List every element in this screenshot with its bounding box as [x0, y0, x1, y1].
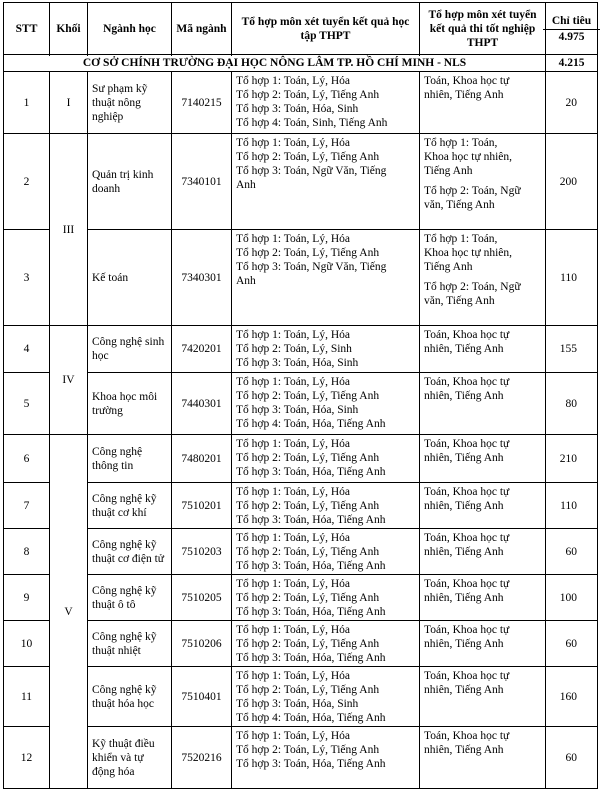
row-combos: [232, 483, 420, 529]
row-nganh: Công nghệ kỹ thuật nhiệt: [88, 621, 172, 667]
thpt-line: Khoa học tự nhiên,: [424, 247, 512, 259]
row-thpt: [420, 326, 546, 373]
row-nganh: Kế toán: [88, 230, 172, 326]
row-combos: [232, 621, 420, 667]
thpt-line: nhiên, Tiếng Anh: [424, 684, 504, 696]
combo-line: Tổ hợp 1: Toán, Lý, Hóa: [236, 670, 350, 682]
row-ma: 7480201: [172, 435, 232, 483]
thpt-line: văn, Tiếng Anh: [424, 295, 495, 307]
row-combos: [232, 575, 420, 621]
row-chitieu: 110: [546, 483, 598, 529]
row-thpt: [420, 72, 546, 134]
combo-line: Tổ hợp 3: Toán, Hóa, Tiếng Anh: [236, 606, 386, 618]
combo-line: Tổ hợp 2: Toán, Lý, Tiếng Anh: [236, 390, 380, 402]
combo-line: Tổ hợp 1: Toán, Lý, Hóa: [236, 233, 350, 245]
block-cell: V: [50, 435, 88, 789]
header-chitieu-total: 4.975: [558, 30, 585, 43]
combo-line: Tổ hợp 1: Toán, Lý, Hóa: [236, 376, 350, 388]
row-stt: 1: [4, 72, 50, 134]
thpt-line: Toán, Khoa học tự: [424, 670, 510, 682]
thpt-line: Toán, Khoa học tự: [424, 376, 510, 388]
table-row: [4, 621, 598, 667]
thpt-line: Toán, Khoa học tự: [424, 578, 510, 590]
row-thpt: [420, 667, 546, 727]
combo-line: Tổ hợp 1: Toán, Lý, Hóa: [236, 438, 350, 450]
combo-line: Tổ hợp 2: Toán, Lý, Tiếng Anh: [236, 744, 380, 756]
row-stt: 12: [4, 727, 50, 789]
combo-line: Tổ hợp 2: Toán, Lý, Tiếng Anh: [236, 638, 380, 650]
row-thpt: [420, 435, 546, 483]
row-chitieu: 60: [546, 621, 598, 667]
thpt-line: Toán, Khoa học tự: [424, 624, 510, 636]
row-combos: [232, 435, 420, 483]
row-ma: 7340101: [172, 134, 232, 230]
row-combos: [232, 326, 420, 373]
header-khoi: Khối: [50, 3, 88, 55]
row-thpt: [420, 230, 546, 326]
row-ma: 7140215: [172, 72, 232, 134]
thpt-line: Tổ hợp 2: Toán, Ngữ: [424, 281, 521, 293]
thpt-line: Toán, Khoa học tự: [424, 75, 510, 87]
row-stt: 11: [4, 667, 50, 727]
thpt-line: Tổ hợp 1: Toán,: [424, 233, 498, 245]
thpt-line: Toán, Khoa học tự: [424, 329, 510, 341]
table-row: [4, 230, 598, 326]
row-stt: 5: [4, 373, 50, 435]
table-row: [4, 667, 598, 727]
row-ma: 7510401: [172, 667, 232, 727]
thpt-line: nhiên, Tiếng Anh: [424, 592, 504, 604]
thpt-line: nhiên, Tiếng Anh: [424, 500, 504, 512]
row-thpt: [420, 621, 546, 667]
row-combos: [232, 134, 420, 230]
row-ma: 7510206: [172, 621, 232, 667]
combo-line: Tổ hợp 1: Toán, Lý, Hóa: [236, 486, 350, 498]
thpt-line: nhiên, Tiếng Anh: [424, 452, 504, 464]
section-title: CƠ SỞ CHÍNH TRƯỜNG ĐẠI HỌC NÔNG LÂM TP. HỒ CHÍ MINH - NLS: [4, 55, 546, 72]
thpt-line: nhiên, Tiếng Anh: [424, 89, 504, 101]
combo-line: Tổ hợp 3: Toán, Hóa, Tiếng Anh: [236, 560, 386, 572]
combo-line: Tổ hợp 2: Toán, Lý, Tiếng Anh: [236, 592, 380, 604]
row-nganh: Kỹ thuật điều khiển và tự động hóa: [88, 727, 172, 789]
block-cell: III: [50, 134, 88, 326]
header-tohop-thpt: Tổ hợp môn xét tuyển kết quả thi tốt nghiệp THPT: [420, 3, 546, 55]
row-ma: 7510205: [172, 575, 232, 621]
thpt-line: Toán, Khoa học tự: [424, 532, 510, 544]
row-ma: 7340301: [172, 230, 232, 326]
combo-line: Tổ hợp 2: Toán, Lý, Tiếng Anh: [236, 247, 380, 259]
combo-line: Tổ hợp 2: Toán, Lý, Tiếng Anh: [236, 452, 380, 464]
combo-line: Tổ hợp 3: Toán, Hóa, Tiếng Anh: [236, 758, 386, 770]
row-thpt: [420, 134, 546, 230]
block-cell: IV: [50, 326, 88, 435]
table-row: [4, 727, 598, 789]
row-nganh: Công nghệ kỹ thuật cơ điện tử: [88, 529, 172, 575]
combo-line: Tổ hợp 2: Toán, Lý, Tiếng Anh: [236, 151, 380, 163]
combo-line: Tổ hợp 4: Toán, Hóa, Tiếng Anh: [236, 712, 386, 724]
combo-line: Tổ hợp 3: Toán, Hóa, Tiếng Anh: [236, 466, 386, 478]
row-stt: 3: [4, 230, 50, 326]
row-nganh: Sư phạm kỹ thuật nông nghiệp: [88, 72, 172, 134]
row-stt: 7: [4, 483, 50, 529]
section-row: [4, 55, 598, 72]
table-row: [4, 134, 598, 230]
combo-line: Tổ hợp 3: Toán, Hóa, Tiếng Anh: [236, 514, 386, 526]
combo-line: Tổ hợp 3: Toán, Hóa, Sinh: [236, 357, 359, 369]
combo-line: Tổ hợp 2: Toán, Lý, Tiếng Anh: [236, 500, 380, 512]
header-stt: STT: [4, 3, 50, 55]
thpt-line: nhiên, Tiếng Anh: [424, 638, 504, 650]
combo-line: Tổ hợp 3: Toán, Hóa, Sinh: [236, 103, 359, 115]
row-thpt: [420, 373, 546, 435]
thpt-line: Tổ hợp 2: Toán, Ngữ: [424, 185, 521, 197]
combo-line: Tổ hợp 4: Toán, Hóa, Tiếng Anh: [236, 418, 386, 430]
row-stt: 2: [4, 134, 50, 230]
combo-line: Tổ hợp 2: Toán, Lý, Tiếng Anh: [236, 546, 380, 558]
thpt-line: Toán, Khoa học tự: [424, 730, 510, 742]
row-stt: 10: [4, 621, 50, 667]
thpt-line: nhiên, Tiếng Anh: [424, 343, 504, 355]
row-nganh: Công nghệ kỹ thuật cơ khí: [88, 483, 172, 529]
row-combos: [232, 529, 420, 575]
row-thpt: [420, 483, 546, 529]
row-ma: 7440301: [172, 373, 232, 435]
row-nganh: Quản trị kinh doanh: [88, 134, 172, 230]
table-row: [4, 529, 598, 575]
header-nganh: Ngành học: [88, 3, 172, 55]
row-stt: 4: [4, 326, 50, 373]
combo-line: Anh: [236, 179, 256, 191]
row-ma: 7510203: [172, 529, 232, 575]
thpt-line: nhiên, Tiếng Anh: [424, 390, 504, 402]
row-nganh: Công nghệ kỹ thuật ô tô: [88, 575, 172, 621]
row-stt: 9: [4, 575, 50, 621]
combo-line: Tổ hợp 1: Toán, Lý, Hóa: [236, 532, 350, 544]
header-chitieu-label: Chỉ tiêu: [543, 14, 600, 30]
combo-line: Tổ hợp 3: Toán, Hóa, Tiếng Anh: [236, 652, 386, 664]
row-chitieu: 20: [546, 72, 598, 134]
row-ma: 7510201: [172, 483, 232, 529]
row-combos: [232, 373, 420, 435]
combo-line: Tổ hợp 2: Toán, Lý, Sinh: [236, 343, 352, 355]
combo-line: Tổ hợp 1: Toán, Lý, Hóa: [236, 730, 350, 742]
table-row: [4, 326, 598, 373]
combo-line: Tổ hợp 3: Toán, Ngữ Văn, Tiếng: [236, 261, 387, 273]
header-tohop-hoctap: Tổ hợp môn xét tuyển kết quả học tập THPT: [232, 3, 420, 55]
row-chitieu: 160: [546, 667, 598, 727]
row-stt: 8: [4, 529, 50, 575]
thpt-line: Tiếng Anh: [424, 165, 473, 177]
combo-line: Tổ hợp 3: Toán, Hóa, Sinh: [236, 404, 359, 416]
combo-line: Tổ hợp 4: Toán, Sinh, Tiếng Anh: [236, 117, 388, 129]
combo-line: Tổ hợp 3: Toán, Ngữ Văn, Tiếng: [236, 165, 387, 177]
combo-line: Tổ hợp 2: Toán, Lý, Tiếng Anh: [236, 684, 380, 696]
row-chitieu: 110: [546, 230, 598, 326]
row-ma: 7420201: [172, 326, 232, 373]
combo-line: Tổ hợp 2: Toán, Lý, Tiếng Anh: [236, 89, 380, 101]
combo-line: Tổ hợp 1: Toán, Lý, Hóa: [236, 137, 350, 149]
header-chitieu: [546, 3, 598, 55]
header-ma: Mã ngành: [172, 3, 232, 55]
row-chitieu: 60: [546, 529, 598, 575]
table-row: [4, 435, 598, 483]
block-cell: I: [50, 72, 88, 134]
combo-line: Tổ hợp 1: Toán, Lý, Hóa: [236, 624, 350, 636]
row-chitieu: 80: [546, 373, 598, 435]
row-chitieu: 155: [546, 326, 598, 373]
combo-line: Tổ hợp 3: Toán, Hóa, Sinh: [236, 698, 359, 710]
thpt-line: Tổ hợp 1: Toán,: [424, 137, 498, 149]
row-thpt: [420, 727, 546, 789]
row-chitieu: 100: [546, 575, 598, 621]
row-nganh: Công nghệ sinh học: [88, 326, 172, 373]
thpt-line: Tiếng Anh: [424, 261, 473, 273]
row-combos: [232, 727, 420, 789]
row-combos: [232, 667, 420, 727]
row-stt: 6: [4, 435, 50, 483]
row-chitieu: 60: [546, 727, 598, 789]
row-nganh: Khoa học môi trường: [88, 373, 172, 435]
combo-line: Anh: [236, 275, 256, 287]
thpt-line: nhiên, Tiếng Anh: [424, 546, 504, 558]
combo-line: Tổ hợp 1: Toán, Lý, Hóa: [236, 75, 350, 87]
combo-line: Tổ hợp 1: Toán, Lý, Hóa: [236, 329, 350, 341]
row-thpt: [420, 575, 546, 621]
thpt-line: nhiên, Tiếng Anh: [424, 744, 504, 756]
thpt-line: văn, Tiếng Anh: [424, 199, 495, 211]
thpt-line: Toán, Khoa học tự: [424, 486, 510, 498]
table-row: [4, 575, 598, 621]
header-row: [4, 3, 598, 55]
row-nganh: Công nghệ kỹ thuật hóa học: [88, 667, 172, 727]
row-thpt: [420, 529, 546, 575]
thpt-line: Khoa học tự nhiên,: [424, 151, 512, 163]
row-chitieu: 210: [546, 435, 598, 483]
row-chitieu: 200: [546, 134, 598, 230]
row-ma: 7520216: [172, 727, 232, 789]
combo-line: Tổ hợp 1: Toán, Lý, Hóa: [236, 578, 350, 590]
table-row: [4, 72, 598, 134]
row-combos: [232, 230, 420, 326]
section-total: 4.215: [546, 55, 598, 72]
thpt-line: Toán, Khoa học tự: [424, 438, 510, 450]
row-nganh: Công nghệ thông tin: [88, 435, 172, 483]
table-row: [4, 483, 598, 529]
admission-table: [3, 2, 598, 789]
row-combos: [232, 72, 420, 134]
table-row: [4, 373, 598, 435]
